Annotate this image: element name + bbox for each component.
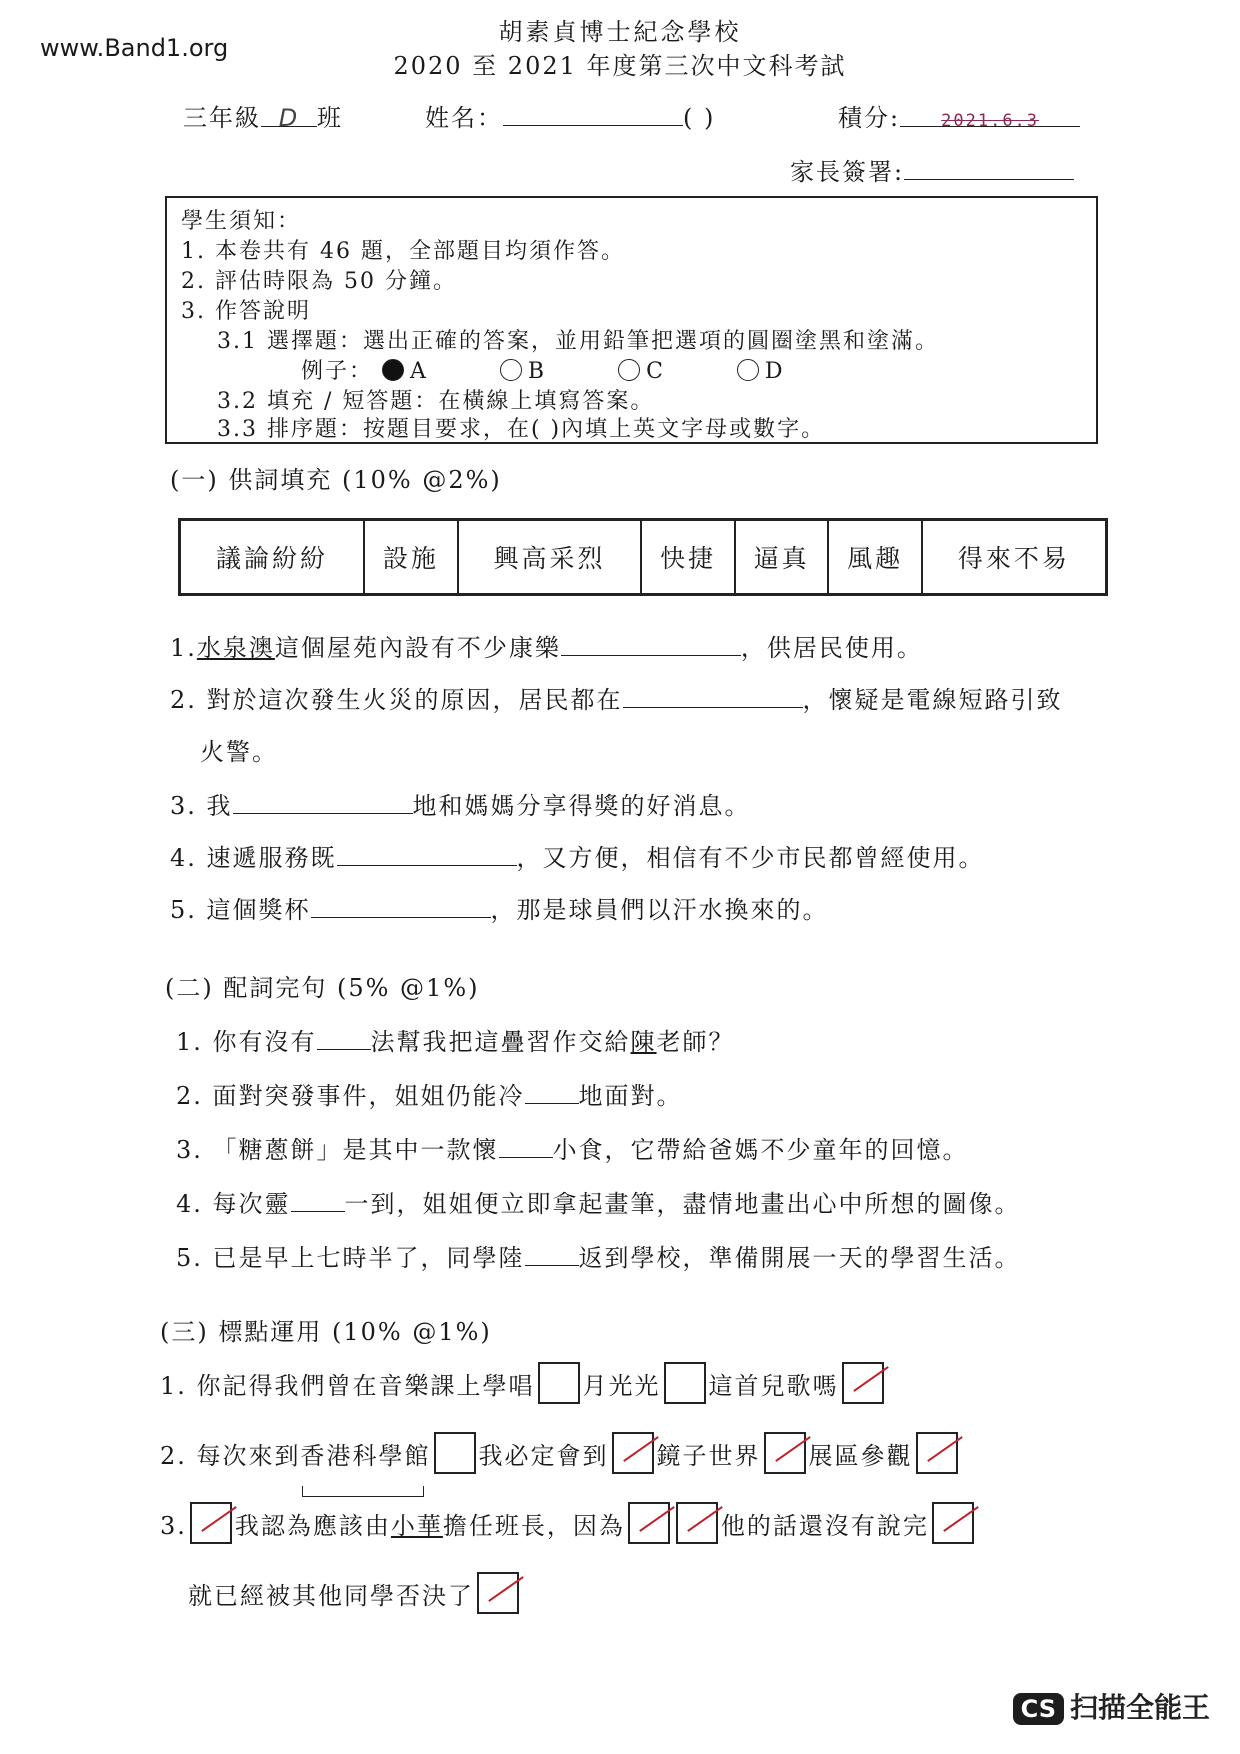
question-text: 2. 每次來到: [160, 1442, 301, 1470]
empty-circle-icon: [618, 359, 640, 381]
punctuation-box[interactable]: [664, 1362, 706, 1404]
punctuation-box[interactable]: [932, 1502, 974, 1544]
s2-question-2: [176, 1076, 683, 1111]
question-number: 1.: [170, 634, 197, 662]
section-2-title: (二) 配詞完句 (5% @1%): [165, 974, 480, 1002]
s2-question-4: [176, 1184, 1021, 1219]
answer-blank[interactable]: [499, 1135, 553, 1158]
score-field: [838, 98, 1080, 133]
instruction-line-3-1: 3.1 選擇題：選出正確的答案，並用鉛筆把選項的圓圈塗黑和塗滿。: [217, 329, 939, 354]
instruction-line-3-2: 3.2 填充 / 短答題：在橫線上填寫答案。: [217, 389, 655, 414]
instruction-line-1: 1. 本卷共有 46 題，全部題目均須作答。: [181, 239, 625, 264]
option-c: C: [646, 359, 665, 384]
red-mark-icon: [623, 1436, 659, 1462]
punctuation-box[interactable]: [842, 1362, 884, 1404]
question-text: 我必定會到: [478, 1442, 609, 1470]
s1-question-2-cont: 火警。: [200, 738, 278, 766]
filled-circle-icon: [382, 359, 404, 381]
question-number: 3.: [160, 1512, 187, 1540]
parent-sign-field: [790, 152, 1074, 187]
question-text: 1. 你記得我們曾在音樂課上學唱: [160, 1372, 535, 1400]
s3-question-1: [160, 1362, 887, 1404]
answer-blank[interactable]: [623, 685, 803, 708]
section-1-title: (一) 供詞填充 (10% @2%): [170, 466, 502, 494]
answer-blank[interactable]: [317, 1027, 371, 1050]
class-suffix: 班: [317, 104, 343, 132]
example-row: [301, 354, 785, 385]
s3-question-3: [160, 1502, 977, 1544]
question-text: 小食，它帶給爸媽不少童年的回憶。: [552, 1136, 969, 1164]
red-mark-icon: [201, 1506, 237, 1532]
red-mark-icon: [639, 1506, 675, 1532]
answer-blank[interactable]: [561, 633, 741, 656]
word-bank-cell: 得來不易: [922, 520, 1107, 595]
punctuation-box[interactable]: [764, 1432, 806, 1474]
section-3-title: (三) 標點運用 (10% @1%): [160, 1318, 492, 1346]
s1-question-4: [170, 838, 985, 873]
example-label: 例子：: [301, 359, 374, 384]
exam-title: 2020 至 2021 年度第三次中文科考試: [393, 52, 847, 80]
question-text: 鏡子世界: [656, 1442, 761, 1470]
s2-question-3: [176, 1130, 969, 1165]
word-bank-cell: 議論紛紛: [180, 520, 365, 595]
s2-question-5: [176, 1238, 1021, 1273]
question-text: 法幫我把這疊習作交給: [370, 1028, 631, 1056]
answer-blank[interactable]: [525, 1081, 579, 1104]
answer-blank[interactable]: [337, 843, 517, 866]
question-text: 2. 對於這次發生火災的原因，居民都在: [170, 686, 623, 714]
s3-question-2: [160, 1432, 961, 1474]
s1-question-3: [170, 786, 751, 821]
instructions-box: [165, 196, 1098, 444]
place-name-box-icon: [302, 1474, 424, 1497]
question-text: 一到，姐姐便立即拿起畫筆，盡情地畫出心中所想的圖像。: [344, 1190, 1021, 1218]
place-name: 水泉澳: [196, 634, 275, 662]
site-watermark: www.Band1.org: [40, 34, 229, 62]
name-label: 姓名：: [425, 104, 503, 132]
question-text: 地面對。: [578, 1082, 683, 1110]
question-text: 2. 面對突發事件，姐姐仍能冷: [176, 1082, 525, 1110]
red-mark-icon: [775, 1436, 811, 1462]
punctuation-box[interactable]: [916, 1432, 958, 1474]
class-label: 三年級: [183, 104, 261, 132]
s3-question-3-cont: [188, 1572, 522, 1614]
option-a: A: [410, 359, 428, 384]
question-text: 這個屋苑內設有不少康樂: [274, 634, 561, 662]
red-mark-icon: [488, 1576, 524, 1602]
word-bank-cell: 興高采烈: [458, 520, 642, 595]
empty-circle-icon: [737, 359, 759, 381]
question-text: 返到學校，準備開展一天的學習生活。: [578, 1244, 1021, 1272]
answer-blank[interactable]: [291, 1189, 345, 1212]
instructions-title: 學生須知：: [181, 209, 302, 234]
name-paren: ( ): [683, 104, 716, 132]
score-blank: [900, 104, 1080, 131]
word-bank-cell: 設施: [364, 520, 458, 595]
punctuation-box[interactable]: [190, 1502, 232, 1544]
red-mark-icon: [927, 1436, 963, 1462]
question-text: 4. 每次靈: [176, 1190, 291, 1218]
punctuation-box[interactable]: [676, 1502, 718, 1544]
parent-sign-blank[interactable]: [904, 157, 1074, 180]
class-value: D: [278, 104, 300, 132]
question-text: 5. 已是早上七時半了，同學陸: [176, 1244, 525, 1272]
camscanner-logo-icon: CS: [1013, 1693, 1064, 1725]
option-d: D: [764, 359, 785, 384]
answer-blank[interactable]: [233, 791, 413, 814]
question-text: 3. 我: [170, 792, 233, 820]
word-bank-cell: 快捷: [641, 520, 735, 595]
punctuation-box[interactable]: [628, 1502, 670, 1544]
question-text: 4. 速遞服務既: [170, 844, 337, 872]
question-text: 展區參觀: [808, 1442, 913, 1470]
word-bank-row: [180, 520, 1107, 595]
question-text: ，又方便，相信有不少市民都曾經使用。: [516, 844, 985, 872]
s1-question-1: [170, 628, 923, 663]
name-field: [425, 98, 715, 133]
red-mark-icon: [687, 1506, 723, 1532]
word-bank-cell: 風趣: [828, 520, 922, 595]
question-text: ，懷疑是電線短路引致: [802, 686, 1063, 714]
date-stamp: 2021.6.3: [941, 111, 1040, 131]
s1-question-5: [170, 890, 829, 925]
question-text: 3. 「糖蔥餅」是其中一款懷: [176, 1136, 499, 1164]
school-name: 胡素貞博士紀念學校: [498, 18, 742, 46]
punctuation-box[interactable]: [538, 1362, 580, 1404]
person-name: 小華: [390, 1512, 443, 1540]
question-text: 老師？: [656, 1028, 735, 1056]
scanner-label: 扫描全能王: [1069, 1691, 1210, 1724]
instruction-line-2: 2. 評估時限為 50 分鐘。: [181, 269, 457, 294]
question-text: 1. 你有沒有: [176, 1028, 317, 1056]
instruction-line-3: 3. 作答說明: [181, 299, 311, 324]
empty-circle-icon: [500, 359, 522, 381]
instruction-line-3-3: 3.3 排序題：按題目要求，在( )內填上英文字母或數字。: [217, 417, 826, 442]
question-text: 就已經被其他同學否決了: [188, 1582, 474, 1610]
person-name: 陳: [630, 1028, 657, 1056]
question-text: 這首兒歌嗎: [708, 1372, 839, 1400]
question-text: 5. 這個獎杯: [170, 896, 311, 924]
punctuation-box[interactable]: [612, 1432, 654, 1474]
word-bank-cell: 逼真: [735, 520, 829, 595]
punctuation-box[interactable]: [434, 1432, 476, 1474]
place-name: 香港科學館: [300, 1442, 431, 1470]
score-label: 積分:: [838, 104, 901, 132]
class-field: [183, 98, 343, 133]
s2-question-1: [176, 1022, 735, 1057]
word-bank-table: [178, 518, 1108, 596]
red-mark-icon: [943, 1506, 979, 1532]
class-blank[interactable]: [261, 104, 317, 132]
answer-blank[interactable]: [525, 1243, 579, 1266]
parent-sign-label: 家長簽署:: [790, 158, 905, 186]
red-mark-icon: [853, 1366, 889, 1392]
s1-question-2: [170, 680, 1063, 715]
option-b: B: [527, 359, 547, 384]
question-text: 地和媽媽分享得獎的好消息。: [412, 792, 751, 820]
question-text: ，供居民使用。: [740, 634, 923, 662]
scanner-badge: [1013, 1686, 1210, 1726]
question-text: 他的話還沒有說完: [720, 1512, 929, 1540]
question-text: 擔任班長，因為: [442, 1512, 625, 1540]
question-text: 我認為應該由: [234, 1512, 391, 1540]
answer-blank[interactable]: [311, 895, 491, 918]
question-text: 月光光: [582, 1372, 661, 1400]
place-name-wrap: [301, 1442, 431, 1470]
name-blank[interactable]: [503, 103, 683, 126]
question-text: ，那是球員們以汗水換來的。: [490, 896, 829, 924]
punctuation-box[interactable]: [477, 1572, 519, 1614]
